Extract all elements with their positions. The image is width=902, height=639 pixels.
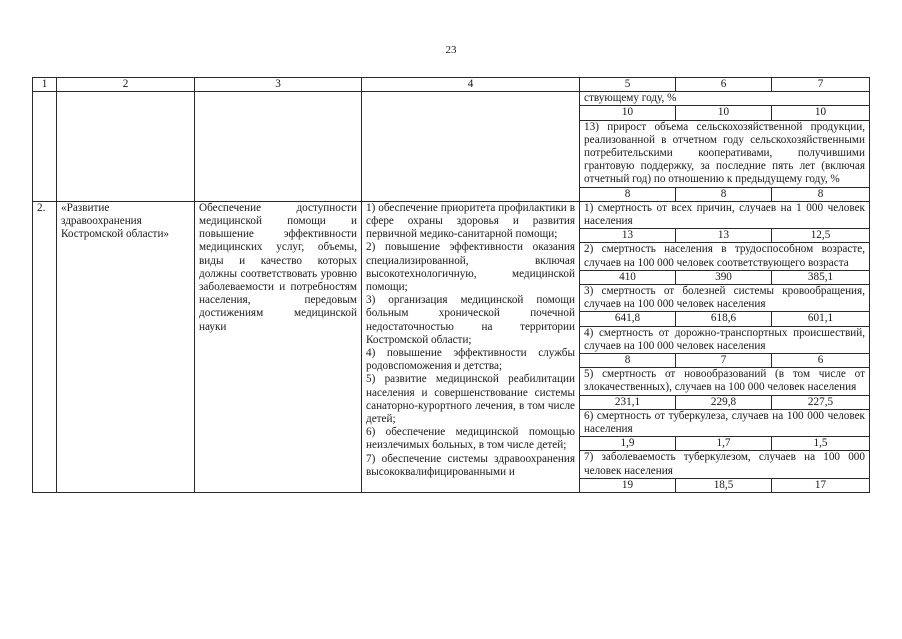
indicator-value: 1,5 xyxy=(772,437,870,451)
header-cell: 1 xyxy=(33,78,57,92)
indicator-value: 8 xyxy=(580,354,676,368)
indicator-value: 18,5 xyxy=(676,478,772,492)
header-cell: 2 xyxy=(57,78,195,92)
indicator-text: 7) заболеваемость туберкулезом, случаев на 100 000 человек населения xyxy=(580,451,870,478)
program-table xyxy=(32,77,870,493)
indicator-value: 390 xyxy=(676,270,772,284)
indicator-value: 8 xyxy=(580,187,676,201)
row-number-cell xyxy=(33,92,57,202)
indicator-value: 229,8 xyxy=(676,395,772,409)
indicator-value: 618,6 xyxy=(676,312,772,326)
header-cell: 5 xyxy=(580,78,676,92)
indicator-text: 3) смертность от болезней системы кровообращения, случаев на 100 000 человек населения xyxy=(580,285,870,312)
indicator-value: 17 xyxy=(772,478,870,492)
tasks-cell xyxy=(362,92,580,202)
indicator-value: 7 xyxy=(676,354,772,368)
indicator-text: 1) смертность от всех причин, случаев на 1 000 человек населения xyxy=(580,201,870,228)
task-item: 2) повышение эффективности оказания специализированной, включая высокотехнологичную, медицинской помощи; xyxy=(366,241,575,294)
task-item: 7) обеспечение системы здравоохранения высококвалифицированными и xyxy=(366,452,575,478)
indicator-text: ствующему году, % xyxy=(580,92,870,106)
header-cell: 3 xyxy=(195,78,362,92)
header-cell: 7 xyxy=(772,78,870,92)
indicator-text: 4) смертность от дорожно-транспортных происшествий, случаев на 100 000 человек населения xyxy=(580,326,870,353)
program-goal-cell: Обеспечение доступности медицинской помощи и повышение эффективности медицинских услуг, объемы, виды и качество которых должны соответствовать уровню заболеваемости и потребностям населения, передовым достижениям медицинской науки xyxy=(195,201,362,492)
indicator-value: 8 xyxy=(676,187,772,201)
indicator-text: 6) смертность от туберкулеза, случаев на 100 000 человек населения xyxy=(580,409,870,436)
indicator-value: 1,9 xyxy=(580,437,676,451)
task-item: 5) развитие медицинской реабилитации населения и совершенствование системы санаторно-курортного лечения, в том числе детей; xyxy=(366,373,575,426)
row-number-cell: 2. xyxy=(33,201,57,492)
table-row xyxy=(33,92,870,106)
indicator-value: 10 xyxy=(772,106,870,120)
header-cell: 6 xyxy=(676,78,772,92)
indicator-value: 1,7 xyxy=(676,437,772,451)
table-header-row xyxy=(33,78,870,92)
program-tasks-cell xyxy=(362,201,580,492)
indicator-text: 5) смертность от новообразований (в том числе от злокачественных), случаев на 100 000 человек населения xyxy=(580,368,870,395)
task-item: 1) обеспечение приоритета профилактики в сфере охраны здоровья и развития первичной медико-санитарной помощи; xyxy=(366,201,575,241)
task-item: 6) обеспечение медицинской помощью неизлечимых больных, в том числе детей; xyxy=(366,426,575,452)
indicator-value: 231,1 xyxy=(580,395,676,409)
indicator-value: 385,1 xyxy=(772,270,870,284)
indicator-value: 410 xyxy=(580,270,676,284)
indicator-text: 13) прирост объема сельскохозяйственной продукции, реализованной в отчетном году сельскохозяйственными потребительскими кооперативами, получившими грантовую поддержку, за последние пять лет (включая отчетный год) по отношению к предыдущему году, % xyxy=(580,120,870,187)
indicator-value: 227,5 xyxy=(772,395,870,409)
indicator-value: 10 xyxy=(580,106,676,120)
indicator-value: 6 xyxy=(772,354,870,368)
indicator-value: 12,5 xyxy=(772,229,870,243)
program-name-cell: «Развитие здравоохранения Костромской области» xyxy=(57,201,195,492)
page-number: 23 xyxy=(445,44,457,56)
indicator-value: 13 xyxy=(676,229,772,243)
task-item: 4) повышение эффективности службы родовспоможения и детства; xyxy=(366,347,575,373)
header-cell: 4 xyxy=(362,78,580,92)
indicator-value: 601,1 xyxy=(772,312,870,326)
indicator-value: 641,8 xyxy=(580,312,676,326)
goal-cell xyxy=(195,92,362,202)
indicator-value: 8 xyxy=(772,187,870,201)
indicator-value: 13 xyxy=(580,229,676,243)
indicator-value: 10 xyxy=(676,106,772,120)
table-row xyxy=(33,201,870,228)
task-item: 3) организация медицинской помощи больным хронической почечной недостаточностью на территории Костромской области; xyxy=(366,294,575,346)
program-cell xyxy=(57,92,195,202)
indicator-text: 2) смертность населения в трудоспособном возрасте, случаев на 100 000 человек соответствующего возраста xyxy=(580,243,870,270)
indicator-value: 19 xyxy=(580,478,676,492)
